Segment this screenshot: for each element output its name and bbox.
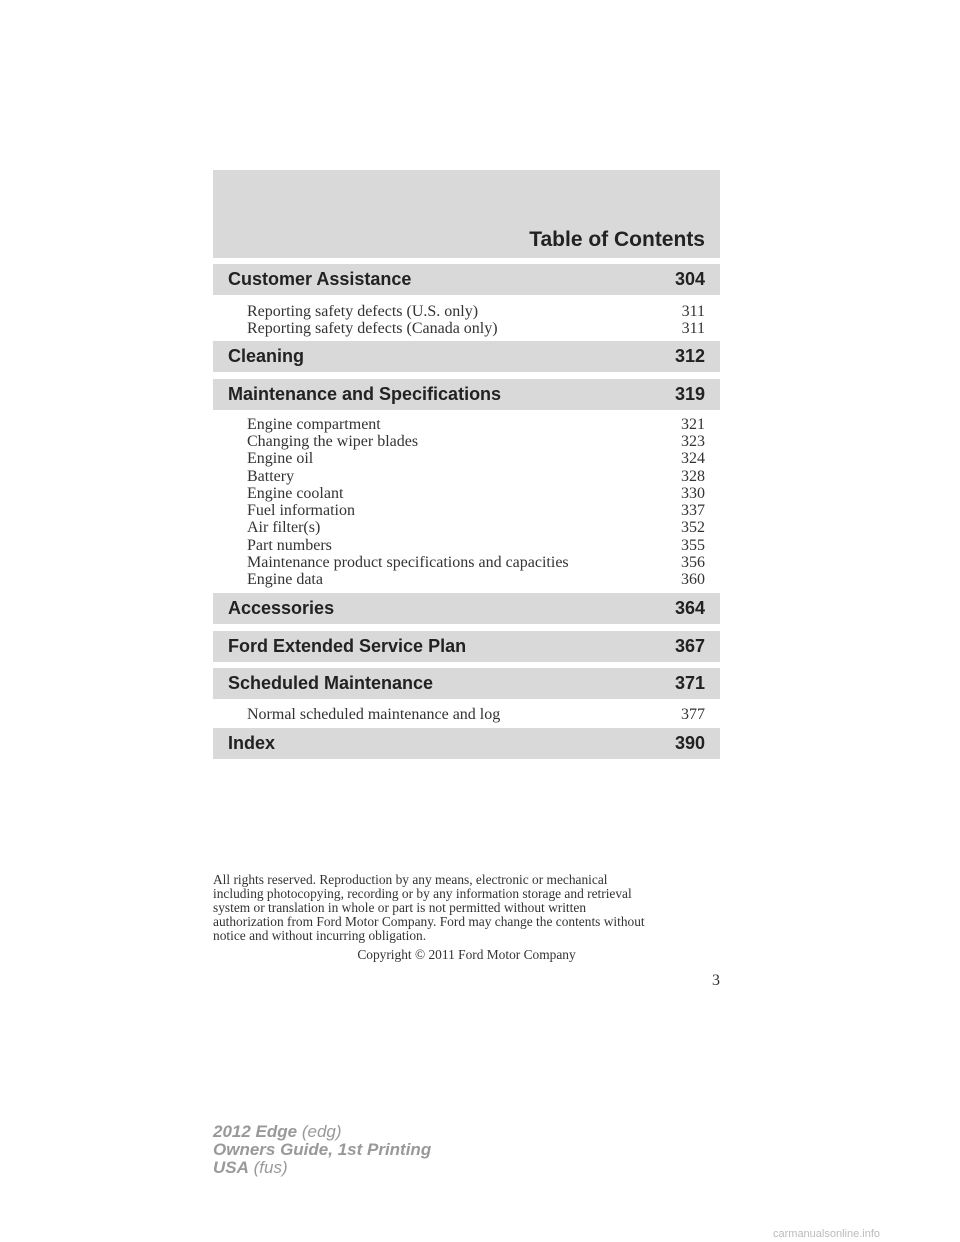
toc-section-scheduled-maintenance[interactable] [213,668,720,699]
toc-item[interactable] [247,554,705,571]
legal-line: system or translation in whole or part is not permitted without written [213,900,587,915]
toc-item[interactable] [247,416,705,433]
item-label: Maintenance product specifications and capacities [247,553,569,571]
page-number: 3 [712,972,720,989]
item-page: 324 [681,449,705,467]
toc-section-maintenance-specifications[interactable] [213,379,720,410]
item-label: Engine data [247,570,323,588]
item-label: Battery [247,467,295,485]
toc-section-accessories[interactable] [213,593,720,624]
section-page: 390 [674,733,705,753]
toc-section-customer-assistance[interactable] [213,264,720,295]
section-page: 367 [674,636,705,656]
item-page: 311 [681,302,705,320]
item-label: Engine oil [247,449,314,467]
footer-market-code: (fus) [253,1158,288,1177]
item-page: 377 [681,705,705,723]
legal-line: authorization from Ford Motor Company. Ford may change the contents without [213,914,645,929]
item-label: Reporting safety defects (Canada only) [247,319,498,337]
toc-item[interactable] [247,571,705,588]
section-title: Ford Extended Service Plan [228,636,467,656]
toc-item[interactable] [247,537,705,554]
item-page: 323 [681,432,705,450]
legal-line: All rights reserved. Reproduction by any means, electronic or mechanical [213,872,608,887]
toc-item[interactable] [247,320,705,337]
item-label: Normal scheduled maintenance and log [247,705,501,723]
toc-section-extended-service-plan[interactable] [213,631,720,662]
section-title: Maintenance and Specifications [228,384,502,404]
edition-footer [213,1123,431,1177]
footer-guide: Owners Guide, 1st Printing [213,1140,432,1159]
footer-line-1 [213,1123,431,1141]
item-label: Fuel information [247,501,355,519]
footer-model-code: (edg) [301,1122,342,1141]
section-page: 304 [674,269,705,289]
item-page: 337 [681,501,705,519]
watermark: carmanualsonline.info [773,1228,881,1240]
toc-item[interactable] [247,450,705,467]
item-page: 356 [681,553,705,571]
toc-item[interactable] [247,502,705,519]
section-page: 364 [674,598,705,618]
section-title: Scheduled Maintenance [228,673,434,693]
page-title: Table of Contents [529,228,705,251]
item-label: Changing the wiper blades [247,432,419,450]
section-title: Accessories [228,598,335,618]
item-label: Engine coolant [247,484,344,502]
footer-market: USA [213,1158,249,1177]
copyright-line: Copyright © 2011 Ford Motor Company [357,947,576,962]
toc-item[interactable] [247,468,705,485]
section-page: 371 [674,673,705,693]
toc-item[interactable] [247,519,705,536]
legal-line: including photocopying, recording or by any information storage and retrieval [213,886,632,901]
item-page: 360 [681,570,705,588]
item-page: 355 [681,536,705,554]
toc-item[interactable] [247,433,705,450]
toc-item[interactable] [247,485,705,502]
section-page: 319 [674,384,705,404]
footer-line-3 [213,1159,431,1177]
legal-line: notice and without incurring obligation. [213,928,427,943]
toc-header-box [213,170,720,258]
section-page: 312 [674,346,705,366]
toc-section-cleaning[interactable] [213,341,720,372]
item-page: 330 [681,484,705,502]
toc-section-index[interactable] [213,728,720,759]
item-page: 321 [681,415,705,433]
footer-model: 2012 Edge [213,1122,298,1141]
legal-notice [213,873,723,943]
item-page: 328 [681,467,705,485]
section-title: Index [228,733,276,753]
toc-item[interactable] [247,706,705,723]
item-label: Engine compartment [247,415,381,433]
toc-item[interactable] [247,303,705,320]
item-label: Reporting safety defects (U.S. only) [247,302,479,320]
item-page: 311 [681,319,705,337]
item-label: Part numbers [247,536,332,554]
section-title: Cleaning [228,346,305,366]
section-title: Customer Assistance [228,269,412,289]
item-page: 352 [681,518,705,536]
footer-line-2 [213,1141,431,1159]
item-label: Air filter(s) [247,518,321,536]
